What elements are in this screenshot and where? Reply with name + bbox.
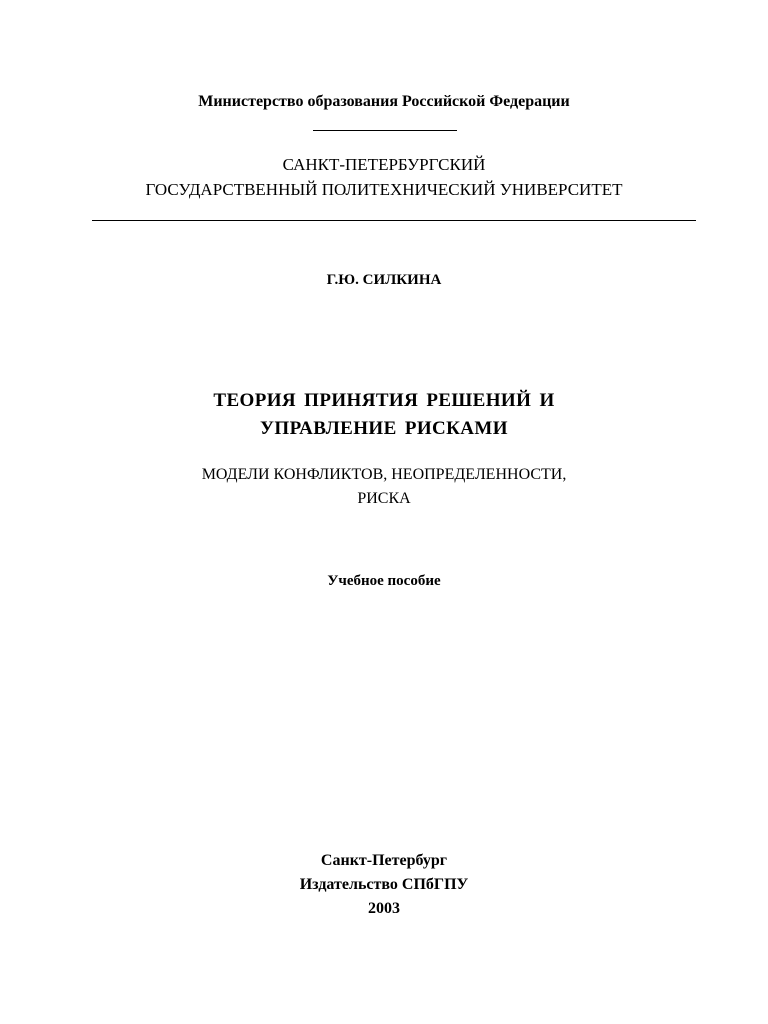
ministry-name: Министерство образования Российской Федерации [198,93,570,110]
imprint-publisher: Издательство СПбГПУ [299,876,469,893]
book-subtitle-line2: РИСКА [357,490,411,507]
book-title-line2: УПРАВЛЕНИЕ РИСКАМИ [260,418,508,439]
imprint-year: 2003 [368,900,400,917]
publication-type: Учебное пособие [327,573,441,589]
author-name: Г.Ю. СИЛКИНА [326,272,442,288]
imprint-city: Санкт-Петербург [320,852,448,869]
book-subtitle-line1: МОДЕЛИ КОНФЛИКТОВ, НЕОПРЕДЕЛЕННОСТИ, [201,466,567,483]
university-name-line1: САНКТ-ПЕТЕРБУРГСКИЙ [282,155,486,174]
long-divider [92,220,696,221]
short-divider [313,130,457,131]
book-title-line1: ТЕОРИЯ ПРИНЯТИЯ РЕШЕНИЙ И [213,390,555,411]
university-name-line2: ГОСУДАРСТВЕННЫЙ ПОЛИТЕХНИЧЕСКИЙ УНИВЕРСИТЕТ [145,180,623,199]
